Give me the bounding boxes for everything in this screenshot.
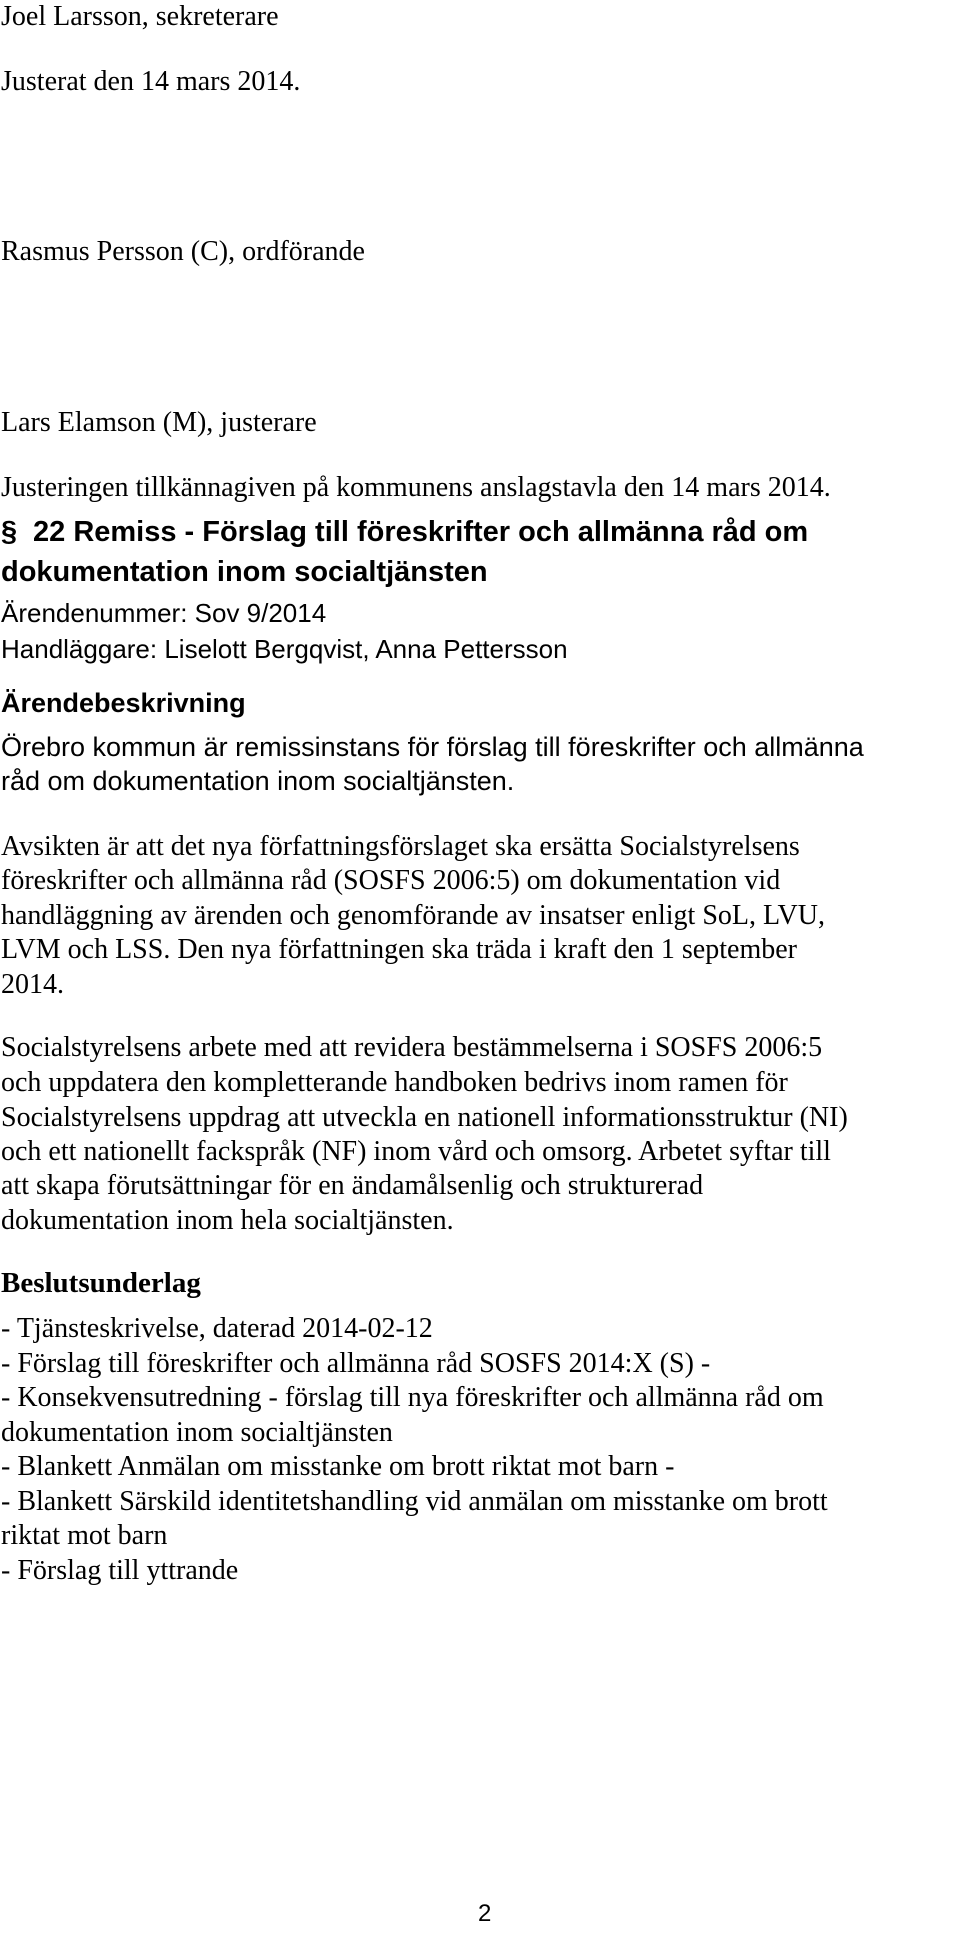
basis-line: - Blankett Anmälan om misstanke om brott riktat mot barn -	[1, 1451, 675, 1482]
basis-line: dokumentation inom socialtjänsten	[1, 1417, 393, 1448]
description-para1-line: råd om dokumentation inom socialtjänsten.	[1, 766, 515, 796]
handlers: Handläggare: Liselott Bergqvist, Anna Pettersson	[1, 634, 568, 664]
description-para1-line: Örebro kommun är remissinstans för förslag till föreskrifter och allmänna	[1, 732, 864, 762]
chair-signature: Rasmus Persson (C), ordförande	[1, 236, 365, 267]
section-mark: §	[1, 516, 18, 548]
description-para3-line: Socialstyrelsens uppdrag att utveckla en nationell informationsstruktur (NI)	[1, 1102, 848, 1133]
secretary-signature: Joel Larsson, sekreterare	[1, 1, 279, 32]
basis-line: - Förslag till föreskrifter och allmänna råd SOSFS 2014:X (S) -	[1, 1348, 711, 1379]
basis-line: - Blankett Särskild identitetshandling vid anmälan om misstanke om brott	[1, 1486, 828, 1517]
basis-line: - Tjänsteskrivelse, daterad 2014-02-12	[1, 1313, 433, 1344]
description-para2-line: LVM och LSS. Den nya författningen ska träda i kraft den 1 september	[1, 934, 797, 965]
item-title-line1: 22 Remiss - Förslag till föreskrifter och allmänna råd om	[33, 516, 809, 548]
description-para3-line: och uppdatera den kompletterande handboken bedrivs inom ramen för	[1, 1067, 788, 1098]
basis-heading: Beslutsunderlag	[1, 1267, 201, 1299]
description-para3-line: dokumentation inom hela socialtjänsten.	[1, 1205, 454, 1236]
basis-line: - Konsekvensutredning - förslag till nya föreskrifter och allmänna råd om	[1, 1382, 824, 1413]
basis-line: - Förslag till yttrande	[1, 1555, 239, 1586]
description-para2-line: föreskrifter och allmänna råd (SOSFS 2006:5) om dokumentation vid	[1, 865, 781, 896]
announcement-text: Justeringen tillkännagiven på kommunens anslagstavla den 14 mars 2014.	[1, 472, 831, 503]
item-title	[1, 512, 808, 552]
case-number: Ärendenummer: Sov 9/2014	[1, 598, 327, 628]
basis-line: riktat mot barn	[1, 1520, 168, 1551]
adjusted-date: Justerat den 14 mars 2014.	[1, 66, 301, 97]
description-heading: Ärendebeskrivning	[1, 688, 246, 718]
description-para2-line: 2014.	[1, 969, 64, 1000]
description-para3-line: att skapa förutsättningar för en ändamålsenlig och strukturerad	[1, 1170, 704, 1201]
page-number: 2	[478, 1900, 492, 1927]
description-para3-line: Socialstyrelsens arbete med att revidera bestämmelserna i SOSFS 2006:5	[1, 1032, 823, 1063]
item-title-line2: dokumentation inom socialtjänsten	[1, 556, 488, 588]
adjuster-signature: Lars Elamson (M), justerare	[1, 407, 317, 438]
description-para3-line: och ett nationellt fackspråk (NF) inom vård och omsorg. Arbetet syftar till	[1, 1136, 831, 1167]
item-title-continued	[1, 552, 488, 592]
description-para2-line: handläggning av ärenden och genomförande av insatser enligt SoL, LVU,	[1, 900, 825, 931]
description-para2-line: Avsikten är att det nya författningsförslaget ska ersätta Socialstyrelsens	[1, 831, 800, 862]
